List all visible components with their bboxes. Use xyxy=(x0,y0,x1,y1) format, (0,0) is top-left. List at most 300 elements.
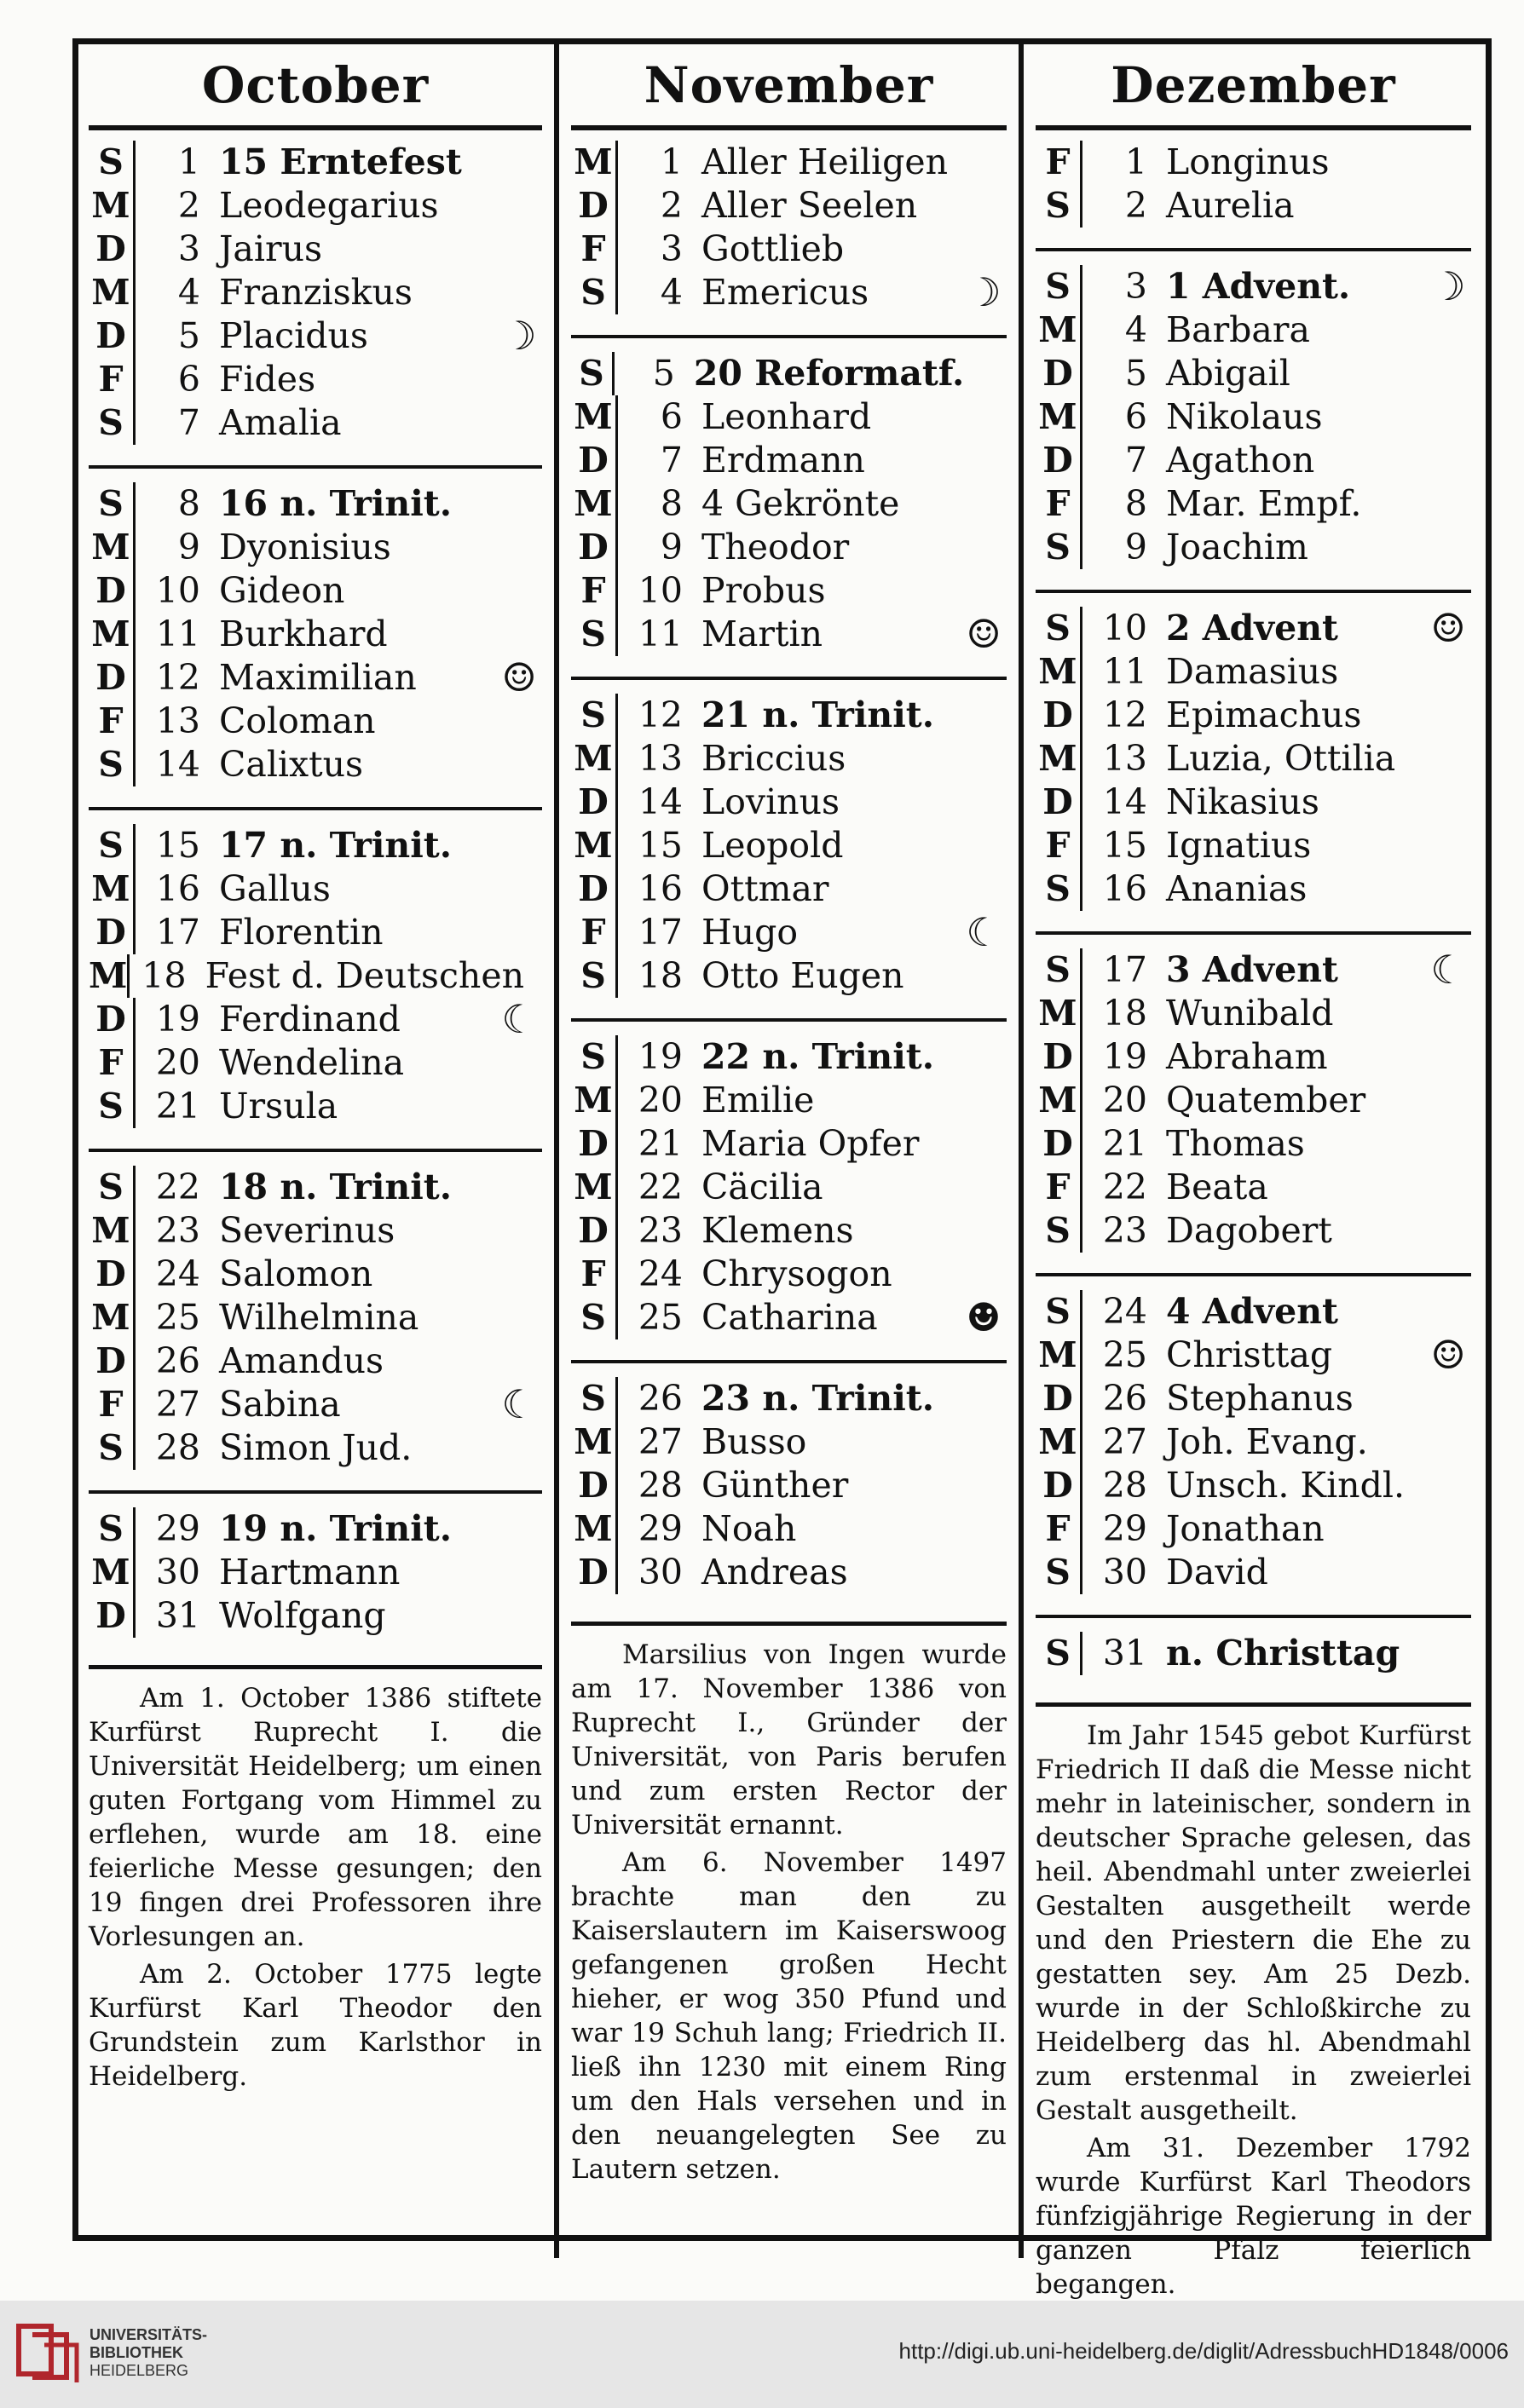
day-row xyxy=(1036,992,1471,1035)
day-row xyxy=(89,1426,542,1470)
day-name: 22 n. Trinit. xyxy=(701,1036,934,1077)
day-row xyxy=(571,867,1007,911)
day-name: Epimachus xyxy=(1166,694,1362,735)
library-line: UNIVERSITÄTS- xyxy=(89,2326,208,2343)
moon-phase-icon xyxy=(1425,991,1471,1037)
day-number: 25 xyxy=(155,1297,200,1338)
day-name: Mar. Empf. xyxy=(1166,483,1362,524)
day-row xyxy=(89,314,542,358)
day-number: 30 xyxy=(1102,1552,1147,1593)
day-name: Theodor xyxy=(701,527,850,567)
weekday-letter: M xyxy=(1036,992,1082,1035)
month-title-october: October xyxy=(201,55,430,114)
moon-phase-icon xyxy=(1425,1550,1471,1596)
day-number: 31 xyxy=(155,1595,200,1636)
day-number: 17 xyxy=(155,912,200,953)
moon-phase-icon: ☽ xyxy=(501,313,537,359)
day-row xyxy=(571,439,1007,482)
weekday-letter: S xyxy=(89,1426,136,1470)
note-paragraph: Am 31. Dezember 1792 wurde Kurfürst Karl Theodors fünfzigjährige Regierung in der ganzen Pfalz feierlich begangen. xyxy=(1036,2133,1471,2300)
day-name: Abraham xyxy=(1166,1036,1328,1077)
weekday-letter: M xyxy=(1036,650,1082,694)
day-row xyxy=(1036,352,1471,395)
moon-phase-icon xyxy=(1425,395,1471,441)
moon-phase-icon xyxy=(1425,1376,1471,1422)
moon-phase-icon xyxy=(964,351,1007,397)
moon-phase-icon xyxy=(496,1506,542,1553)
month-title-december: Dezember xyxy=(1111,55,1396,114)
moon-phase-icon xyxy=(496,357,542,403)
weekday-letter: S xyxy=(571,271,618,314)
day-row xyxy=(571,1551,1007,1594)
day-number: 25 xyxy=(1102,1334,1147,1375)
day-row xyxy=(1036,1507,1471,1551)
day-number: 31 xyxy=(1102,1633,1147,1674)
weekday-letter: S xyxy=(1036,948,1082,992)
moon-phase-icon xyxy=(961,568,1007,614)
day-name: 16 n. Trinit. xyxy=(219,483,452,524)
day-name: Calixtus xyxy=(219,744,364,785)
weekday-letter: M xyxy=(89,1209,136,1253)
day-row xyxy=(571,824,1007,867)
day-row xyxy=(89,1041,542,1085)
weekday-letter: M xyxy=(1036,1420,1082,1464)
day-row xyxy=(571,1507,1007,1551)
moon-phase-icon xyxy=(961,867,1007,913)
moon-phase-icon xyxy=(496,699,542,745)
note-paragraph: Im Jahr 1545 gebot Kurfürst Friedrich II daß die Messe nicht mehr in lateinischer, sondern in deutscher Sprache gelesen, das heil. Abendmahl unter zweierlei Gestalten ausgetheilt werde und den Priestern die Ehe zu gestatten sey. Am 25 Dezb. wurde in der Schloßkirche zu Heidelberg das hl. Abendmahl zum erstenmal in zweierlei Gestalt ausgetheilt. xyxy=(1036,1720,1471,2126)
moon-phase-icon xyxy=(961,481,1007,527)
day-name: Simon Jud. xyxy=(219,1427,413,1468)
weekday-letter: S xyxy=(89,401,136,445)
day-name: Barbara xyxy=(1166,309,1310,350)
moon-phase-icon xyxy=(961,1550,1007,1596)
moon-phase-icon xyxy=(961,395,1007,441)
day-name: Gideon xyxy=(219,570,345,611)
weekday-letter: F xyxy=(89,1383,136,1426)
day-name: Severinus xyxy=(219,1210,395,1251)
day-name: Dyonisius xyxy=(219,527,391,567)
moon-phase-icon xyxy=(1425,140,1471,186)
day-number: 30 xyxy=(155,1552,200,1593)
moon-phase-icon xyxy=(961,227,1007,273)
day-number: 28 xyxy=(155,1427,200,1468)
moon-phase-icon xyxy=(1425,351,1471,397)
note-paragraph: Am 2. October 1775 legte Kurfürst Karl Theodor den Grundstein zum Karlsthor in Heidelberg. xyxy=(89,1959,542,2092)
day-name: Stephanus xyxy=(1166,1378,1354,1419)
day-number: 6 xyxy=(660,396,683,437)
weekday-letter: S xyxy=(89,1085,136,1128)
weekday-letter: M xyxy=(89,526,136,569)
day-number: 5 xyxy=(1124,353,1147,394)
weekday-letter: M xyxy=(571,482,618,526)
day-number: 11 xyxy=(155,614,200,654)
day-name: Luzia, Ottilia xyxy=(1166,738,1396,779)
day-row xyxy=(1036,265,1471,308)
weekday-letter: D xyxy=(571,526,618,569)
weekday-letter: M xyxy=(89,867,136,911)
divider xyxy=(89,125,542,130)
day-name: Ananias xyxy=(1166,868,1308,909)
day-row xyxy=(1036,1420,1471,1464)
weekday-letter: F xyxy=(571,228,618,271)
day-row xyxy=(89,1085,542,1128)
moon-phase-icon xyxy=(1425,1289,1471,1335)
week-block xyxy=(1036,931,1471,1261)
moon-phase-icon xyxy=(961,1420,1007,1466)
day-row xyxy=(89,184,542,228)
day-name: Ottmar xyxy=(701,868,829,909)
moon-phase-icon: ☻ xyxy=(966,1294,1002,1340)
moon-phase-icon xyxy=(496,1339,542,1385)
month-title-november: November xyxy=(644,55,934,114)
moon-phase-icon xyxy=(1425,1165,1471,1211)
day-name: Franziskus xyxy=(219,272,413,313)
day-name: 18 n. Trinit. xyxy=(219,1167,452,1207)
day-number: 14 xyxy=(155,744,200,785)
day-row xyxy=(1036,439,1471,482)
day-number: 16 xyxy=(1102,868,1147,909)
day-number: 16 xyxy=(638,868,683,909)
moon-phase-icon xyxy=(1425,736,1471,782)
weekday-letter: D xyxy=(571,1209,618,1253)
day-name: Leopold xyxy=(701,825,844,866)
day-number: 7 xyxy=(1124,440,1147,481)
moon-phase-icon xyxy=(961,1506,1007,1553)
day-number: 14 xyxy=(1102,781,1147,822)
weekday-letter: D xyxy=(89,911,136,954)
weekday-letter: D xyxy=(1036,1035,1082,1079)
weekday-letter: D xyxy=(1036,1464,1082,1507)
day-number: 4 xyxy=(1124,309,1147,350)
weekday-letter: D xyxy=(1036,1377,1082,1420)
day-number: 15 xyxy=(155,825,200,866)
day-name: Nikolaus xyxy=(1166,396,1323,437)
weekday-letter: D xyxy=(571,184,618,228)
day-number: 3 xyxy=(1124,266,1147,307)
day-name: Wolfgang xyxy=(219,1595,386,1636)
moon-phase-icon xyxy=(1425,649,1471,695)
day-number: 2 xyxy=(1124,185,1147,226)
weekday-letter: S xyxy=(571,352,615,395)
day-row xyxy=(89,1551,542,1594)
weekday-letter: M xyxy=(571,824,618,867)
moon-phase-icon xyxy=(961,780,1007,826)
day-name: Coloman xyxy=(219,700,376,741)
day-row xyxy=(1036,781,1471,824)
day-number: 13 xyxy=(1102,738,1147,779)
day-row xyxy=(89,526,542,569)
day-number: 28 xyxy=(1102,1465,1147,1506)
day-row xyxy=(571,1122,1007,1166)
weekday-letter: S xyxy=(89,1166,136,1209)
day-row xyxy=(571,1253,1007,1296)
day-number: 18 xyxy=(638,955,683,996)
day-row xyxy=(571,352,1007,395)
day-row xyxy=(89,1166,542,1209)
day-name: Amalia xyxy=(219,402,342,443)
day-number: 5 xyxy=(652,353,675,394)
note-paragraph: Am 1. October 1386 stiftete Kurfürst Ruprecht I. die Universität Heidelberg; um einen guten Fortgang vom Himmel zu erflehen, wurde am 18. eine feierliche Messe gesungen; den 19 fingen drei Professoren ihre Vorlesungen an. xyxy=(89,1683,542,1952)
moon-phase-icon xyxy=(961,1208,1007,1254)
moon-phase-icon xyxy=(961,1121,1007,1167)
day-number: 23 xyxy=(155,1210,200,1251)
moon-phase-icon xyxy=(496,525,542,571)
december-weeks xyxy=(1024,135,1483,1684)
day-name: Leodegarius xyxy=(219,185,439,226)
weekday-letter: F xyxy=(89,700,136,743)
moon-phase-icon xyxy=(496,400,542,446)
weekday-letter: D xyxy=(1036,1122,1082,1166)
day-number: 27 xyxy=(155,1384,200,1425)
november-column xyxy=(554,44,1019,2258)
weekday-letter: D xyxy=(571,1551,618,1594)
day-number: 2 xyxy=(660,185,683,226)
day-row xyxy=(571,1209,1007,1253)
weekday-letter: F xyxy=(1036,824,1082,867)
moon-phase-icon xyxy=(496,1252,542,1298)
day-name: Fest d. Deutschen xyxy=(205,955,524,996)
moon-phase-icon xyxy=(1425,308,1471,354)
weekday-letter: S xyxy=(1036,184,1082,228)
library-logo-icon xyxy=(15,2318,84,2386)
day-number: 7 xyxy=(660,440,683,481)
day-name: Andreas xyxy=(701,1552,848,1593)
day-row xyxy=(1036,650,1471,694)
day-name: Busso xyxy=(701,1421,807,1462)
moon-phase-icon: ☽ xyxy=(1430,263,1466,309)
divider xyxy=(1036,125,1471,130)
weekday-letter: D xyxy=(89,1594,136,1638)
day-row xyxy=(1036,1632,1471,1675)
moon-phase-icon xyxy=(1425,780,1471,826)
week-block xyxy=(1036,135,1471,236)
week-block xyxy=(571,335,1007,665)
day-number: 10 xyxy=(1102,608,1147,648)
day-name: Salomon xyxy=(219,1253,373,1294)
december-column xyxy=(1019,44,1483,2300)
day-number: 8 xyxy=(177,483,200,524)
moon-phase-icon xyxy=(496,270,542,316)
day-name: Quatember xyxy=(1166,1080,1366,1120)
day-name: 2 Advent xyxy=(1166,608,1338,648)
weekday-letter: D xyxy=(89,569,136,613)
moon-phase-icon: ☽ xyxy=(966,269,1002,315)
weekday-letter: D xyxy=(1036,694,1082,737)
weekday-letter: S xyxy=(571,1035,618,1079)
day-number: 13 xyxy=(155,700,200,741)
day-row xyxy=(571,954,1007,998)
weekday-letter: S xyxy=(89,1507,136,1551)
day-name: Briccius xyxy=(701,738,846,779)
moon-phase-icon xyxy=(1425,867,1471,913)
day-number: 6 xyxy=(177,359,200,400)
day-name: 19 n. Trinit. xyxy=(219,1508,452,1549)
moon-phase-icon xyxy=(496,1295,542,1341)
day-row xyxy=(89,824,542,867)
moon-phase-icon xyxy=(961,1252,1007,1298)
week-block xyxy=(89,807,542,1137)
day-name: Christtag xyxy=(1166,1334,1333,1375)
weekday-letter: S xyxy=(1036,1632,1082,1675)
day-name: Joachim xyxy=(1166,527,1308,567)
day-name: Erdmann xyxy=(701,440,865,481)
day-number: 15 xyxy=(638,825,683,866)
moon-phase-icon: ☺ xyxy=(1430,1332,1466,1378)
day-row xyxy=(89,141,542,184)
day-row xyxy=(89,1594,542,1638)
weekday-letter: D xyxy=(571,1464,618,1507)
day-name: Wunibald xyxy=(1166,993,1334,1034)
day-number: 29 xyxy=(155,1508,200,1549)
day-row xyxy=(1036,141,1471,184)
october-column xyxy=(77,44,554,2258)
weekday-letter: S xyxy=(571,1296,618,1339)
moon-phase-icon xyxy=(496,1040,542,1086)
day-number: 28 xyxy=(638,1465,683,1506)
weekday-letter: F xyxy=(1036,1166,1082,1209)
day-number: 8 xyxy=(660,483,683,524)
moon-phase-icon xyxy=(496,742,542,788)
moon-phase-icon xyxy=(524,953,542,999)
day-number: 22 xyxy=(1102,1167,1147,1207)
day-number: 19 xyxy=(1102,1036,1147,1077)
day-name: Emilie xyxy=(701,1080,815,1120)
day-number: 10 xyxy=(638,570,683,611)
day-row xyxy=(571,526,1007,569)
day-number: 22 xyxy=(155,1167,200,1207)
moon-phase-icon: ☺ xyxy=(501,654,537,700)
day-row xyxy=(89,700,542,743)
weekday-letter: S xyxy=(1036,1209,1082,1253)
day-number: 26 xyxy=(155,1340,200,1381)
moon-phase-icon xyxy=(496,1084,542,1130)
day-row xyxy=(1036,526,1471,569)
day-number: 9 xyxy=(660,527,683,567)
moon-phase-icon xyxy=(496,823,542,869)
weekday-letter: F xyxy=(1036,141,1082,184)
day-name: 3 Advent xyxy=(1166,949,1338,990)
day-row xyxy=(89,954,542,998)
weekday-letter: D xyxy=(89,1339,136,1383)
day-number: 27 xyxy=(638,1421,683,1462)
moon-phase-icon xyxy=(1425,1631,1471,1677)
moon-phase-icon: ☺ xyxy=(966,611,1002,657)
weekday-letter: M xyxy=(571,1507,618,1551)
day-number: 23 xyxy=(638,1210,683,1251)
day-name: 4 Gekrönte xyxy=(701,483,900,524)
day-row xyxy=(571,141,1007,184)
day-name: Abigail xyxy=(1166,353,1290,394)
moon-phase-icon xyxy=(961,823,1007,869)
moon-phase-icon xyxy=(961,1376,1007,1422)
day-row xyxy=(571,911,1007,954)
day-row xyxy=(89,613,542,656)
day-row xyxy=(89,1383,542,1426)
moon-phase-icon xyxy=(496,867,542,913)
day-name: Catharina xyxy=(701,1297,878,1338)
moon-phase-icon xyxy=(496,227,542,273)
day-name: Aller Seelen xyxy=(701,185,918,226)
day-number: 4 xyxy=(177,272,200,313)
weekday-letter: M xyxy=(571,737,618,781)
moon-phase-icon xyxy=(1425,438,1471,484)
moon-phase-icon xyxy=(961,183,1007,229)
day-name: Wendelina xyxy=(219,1042,405,1083)
divider xyxy=(571,125,1007,130)
weekday-letter: S xyxy=(571,613,618,656)
day-name: Dagobert xyxy=(1166,1210,1332,1251)
moon-phase-icon: ☺ xyxy=(1430,605,1466,651)
day-number: 20 xyxy=(1102,1080,1147,1120)
day-row xyxy=(1036,1166,1471,1209)
day-name: Florentin xyxy=(219,912,384,953)
weekday-letter: M xyxy=(89,613,136,656)
moon-phase-icon xyxy=(1425,1121,1471,1167)
day-name: 4 Advent xyxy=(1166,1291,1338,1332)
weekday-letter: S xyxy=(89,824,136,867)
day-row xyxy=(1036,948,1471,992)
moon-phase-icon xyxy=(496,568,542,614)
weekday-letter: S xyxy=(1036,1290,1082,1334)
moon-phase-icon xyxy=(961,693,1007,739)
day-name: Leonhard xyxy=(701,396,872,437)
day-number: 17 xyxy=(638,912,683,953)
day-row xyxy=(571,1464,1007,1507)
day-number: 14 xyxy=(638,781,683,822)
moon-phase-icon xyxy=(961,140,1007,186)
day-number: 21 xyxy=(155,1086,200,1126)
day-number: 24 xyxy=(638,1253,683,1294)
day-number: 27 xyxy=(1102,1421,1147,1462)
day-number: 11 xyxy=(1102,651,1147,692)
day-name: Fides xyxy=(219,359,316,400)
moon-phase-icon xyxy=(496,183,542,229)
day-name: 23 n. Trinit. xyxy=(701,1378,934,1419)
moon-phase-icon xyxy=(961,953,1007,999)
day-number: 22 xyxy=(638,1167,683,1207)
moon-phase-icon xyxy=(1425,1034,1471,1080)
source-url[interactable]: http://digi.ub.uni-heidelberg.de/diglit/AdressbuchHD1848/0006 xyxy=(898,2338,1509,2364)
day-name: Günther xyxy=(701,1465,849,1506)
day-name: 20 Reformatf. xyxy=(693,353,965,394)
day-number: 26 xyxy=(638,1378,683,1419)
day-name: Otto Eugen xyxy=(701,955,904,996)
week-block xyxy=(571,677,1007,1006)
day-row xyxy=(89,1339,542,1383)
day-name: 15 Erntefest xyxy=(219,141,462,182)
day-row xyxy=(571,781,1007,824)
day-number: 7 xyxy=(177,402,200,443)
day-number: 9 xyxy=(177,527,200,567)
day-name: Martin xyxy=(701,614,823,654)
weekday-letter: D xyxy=(89,1253,136,1296)
day-name: Ignatius xyxy=(1166,825,1312,866)
day-number: 9 xyxy=(1124,527,1147,567)
note-paragraph: Am 6. November 1497 brachte man den zu Kaiserslautern im Kaiserswoog gefangenen großen Hecht hieher, er wog 350 Pfund und war 19 Schuh lang; Friedrich II. ließ ihn 1230 mit einem Ring um den Hals versehen und in den neuangelegten See zu Lautern setzen. xyxy=(571,1847,1007,2185)
day-number: 16 xyxy=(155,868,200,909)
day-row xyxy=(571,271,1007,314)
moon-phase-icon xyxy=(961,1165,1007,1211)
october-weeks xyxy=(77,135,554,1646)
weekday-letter: F xyxy=(571,1253,618,1296)
day-number: 5 xyxy=(177,315,200,356)
moon-phase-icon: ☾ xyxy=(501,996,537,1042)
day-name: Damasius xyxy=(1166,651,1339,692)
day-row xyxy=(571,228,1007,271)
day-number: 21 xyxy=(1102,1123,1147,1164)
moon-phase-icon xyxy=(961,525,1007,571)
